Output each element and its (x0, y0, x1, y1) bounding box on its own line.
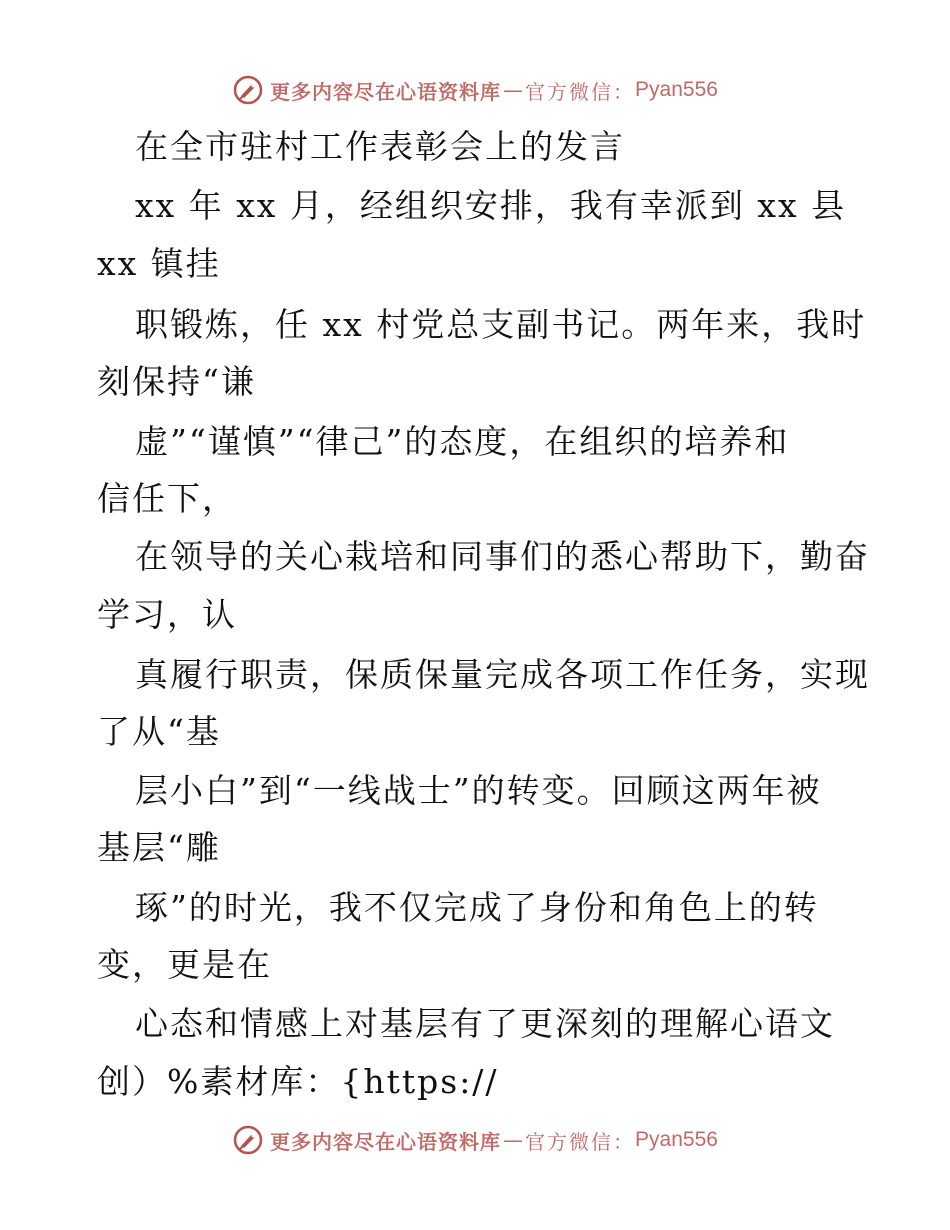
paragraph-line: 琢”的时光，我不仅完成了身份和角色上的转 (135, 888, 819, 927)
paragraph-line: xx 镇挂 (97, 244, 221, 283)
paragraph-line: 虚”“谨慎”“律己”的态度，在组织的培养和 (135, 422, 790, 461)
paragraph-line: 职锻炼，任 xx 村党总支副书记。两年来，我时 (135, 305, 867, 344)
header-banner (0, 70, 950, 110)
paragraph-line: 学习，认 (97, 595, 237, 634)
paragraph-line: 层小白”到“一线战士”的转变。回顾这两年被 (135, 771, 822, 810)
paragraph-line: xx 年 xx 月，经组织安排，我有幸派到 xx 县 (135, 186, 847, 225)
paragraph-line: 基层“雕 (97, 828, 221, 867)
pen-nib-logo-icon (232, 1124, 264, 1156)
paragraph-line: 刻保持“谦 (97, 362, 256, 401)
paragraph-line: 了从“基 (97, 712, 221, 751)
banner-wechat-id: Pyan556 (635, 78, 718, 101)
footer-banner (0, 1120, 950, 1160)
banner-wechat-label: 官方微信： (525, 1129, 636, 1154)
paragraph-line: 变，更是在 (97, 945, 272, 984)
banner-brand-text: 更多内容尽在心语资料库 (270, 1129, 502, 1154)
banner-separator: — (503, 78, 524, 102)
paragraph-line: 创）%素材库：{https:// (97, 1062, 499, 1101)
paragraph-line: 信任下， (97, 479, 237, 518)
document-title: 在全市驻村工作表彰会上的发言 (135, 127, 625, 166)
paragraph-line: 真履行职责，保质保量完成各项工作任务，实现 (135, 655, 870, 694)
banner-wechat-id: Pyan556 (635, 1128, 718, 1151)
banner-separator: — (503, 1128, 524, 1152)
paragraph-line: 心态和情感上对基层有了更深刻的理解心语文 (135, 1004, 835, 1043)
pen-nib-logo-icon (232, 74, 264, 106)
paragraph-line: 在领导的关心栽培和同事们的悉心帮助下，勤奋 (135, 537, 870, 576)
banner-wechat-label: 官方微信： (525, 79, 636, 104)
banner-brand-text: 更多内容尽在心语资料库 (270, 79, 502, 104)
